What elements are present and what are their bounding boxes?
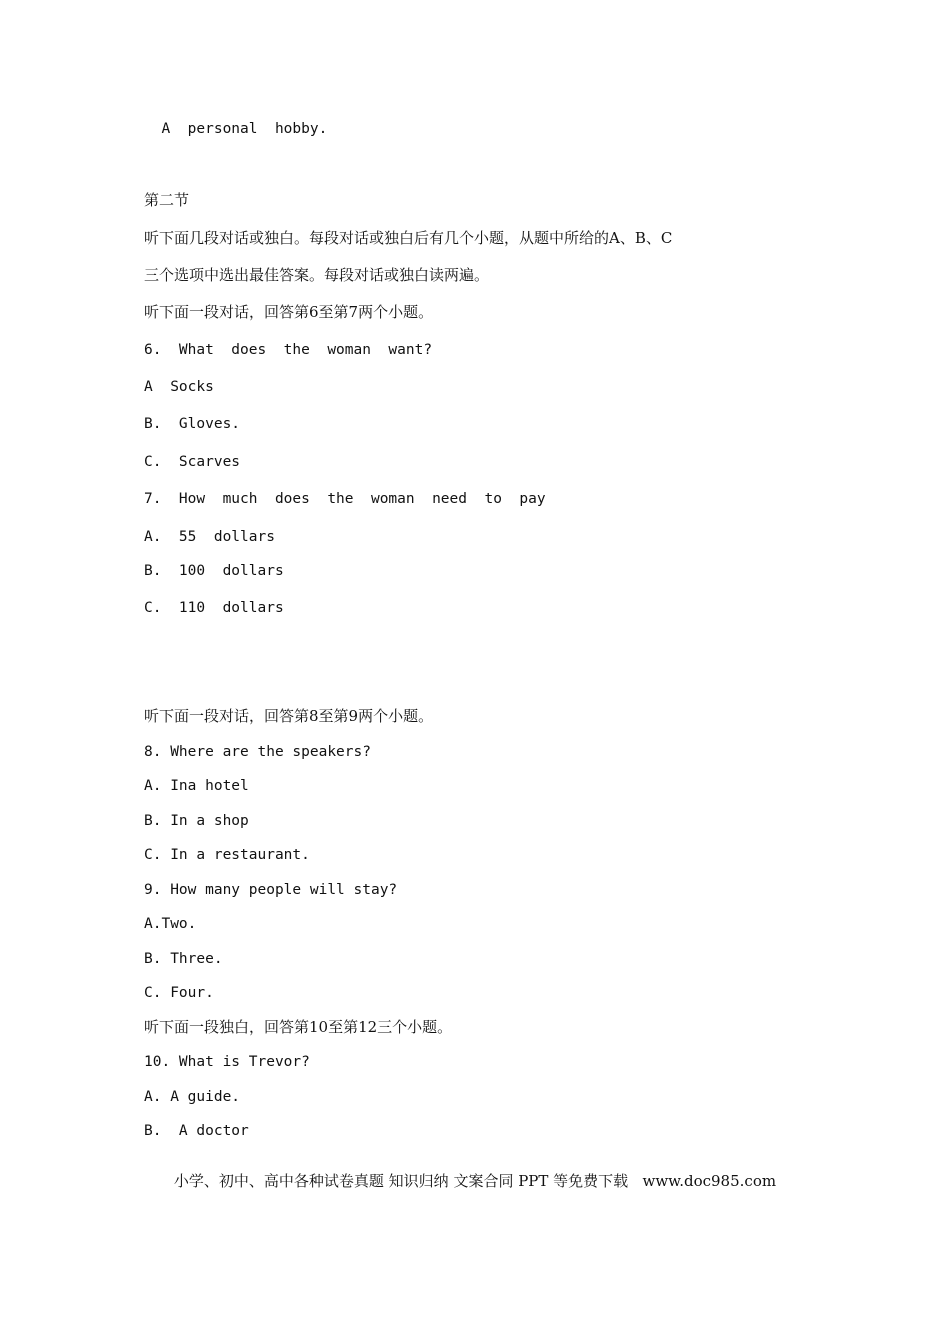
question-line: 6. What does the woman want? xyxy=(144,342,433,358)
option-line: B. Three. xyxy=(144,951,223,967)
option-line: A personal hobby. xyxy=(144,121,328,137)
question-line: 8. Where are the speakers? xyxy=(144,744,371,760)
question-line: 10. What is Trevor? xyxy=(144,1054,310,1070)
option-line: B. In a shop xyxy=(144,813,249,829)
option-line: C. In a restaurant. xyxy=(144,847,310,863)
option-line: A Socks xyxy=(144,379,214,395)
instruction-line: 三个选项中选出最佳答案。每段对话或独白读两遍。 xyxy=(144,266,490,284)
dialogue-intro: 听下面一段对话，回答第8至第9两个小题。 xyxy=(144,707,434,725)
option-line: C. 110 dollars xyxy=(144,600,284,616)
option-line: C. Four. xyxy=(144,985,214,1001)
option-line: A. Ina hotel xyxy=(144,778,249,794)
page-footer: 小学、初中、高中各种试卷真题 知识归纳 文案合同 PPT 等免费下载 www.doc985.com xyxy=(173,1172,777,1190)
dialogue-intro: 听下面一段对话，回答第6至第7两个小题。 xyxy=(144,303,434,321)
instruction-line: 听下面几段对话或独白。每段对话或独白后有几个小题，从题中所给的A、B、C xyxy=(144,229,673,247)
option-line: B. Gloves. xyxy=(144,416,241,432)
option-line: A.Two. xyxy=(144,916,197,932)
question-line: 7. How much does the woman need to pay xyxy=(144,491,546,507)
option-line: A. A guide. xyxy=(144,1089,241,1105)
option-line: B. 100 dollars xyxy=(144,563,284,579)
monologue-intro: 听下面一段独白，回答第10至第12三个小题。 xyxy=(144,1018,453,1036)
option-line: C. Scarves xyxy=(144,454,241,470)
section-heading: 第二节 xyxy=(144,191,190,209)
question-line: 9. How many people will stay? xyxy=(144,882,398,898)
option-line: B. A doctor xyxy=(144,1123,249,1139)
option-line: A. 55 dollars xyxy=(144,529,275,545)
